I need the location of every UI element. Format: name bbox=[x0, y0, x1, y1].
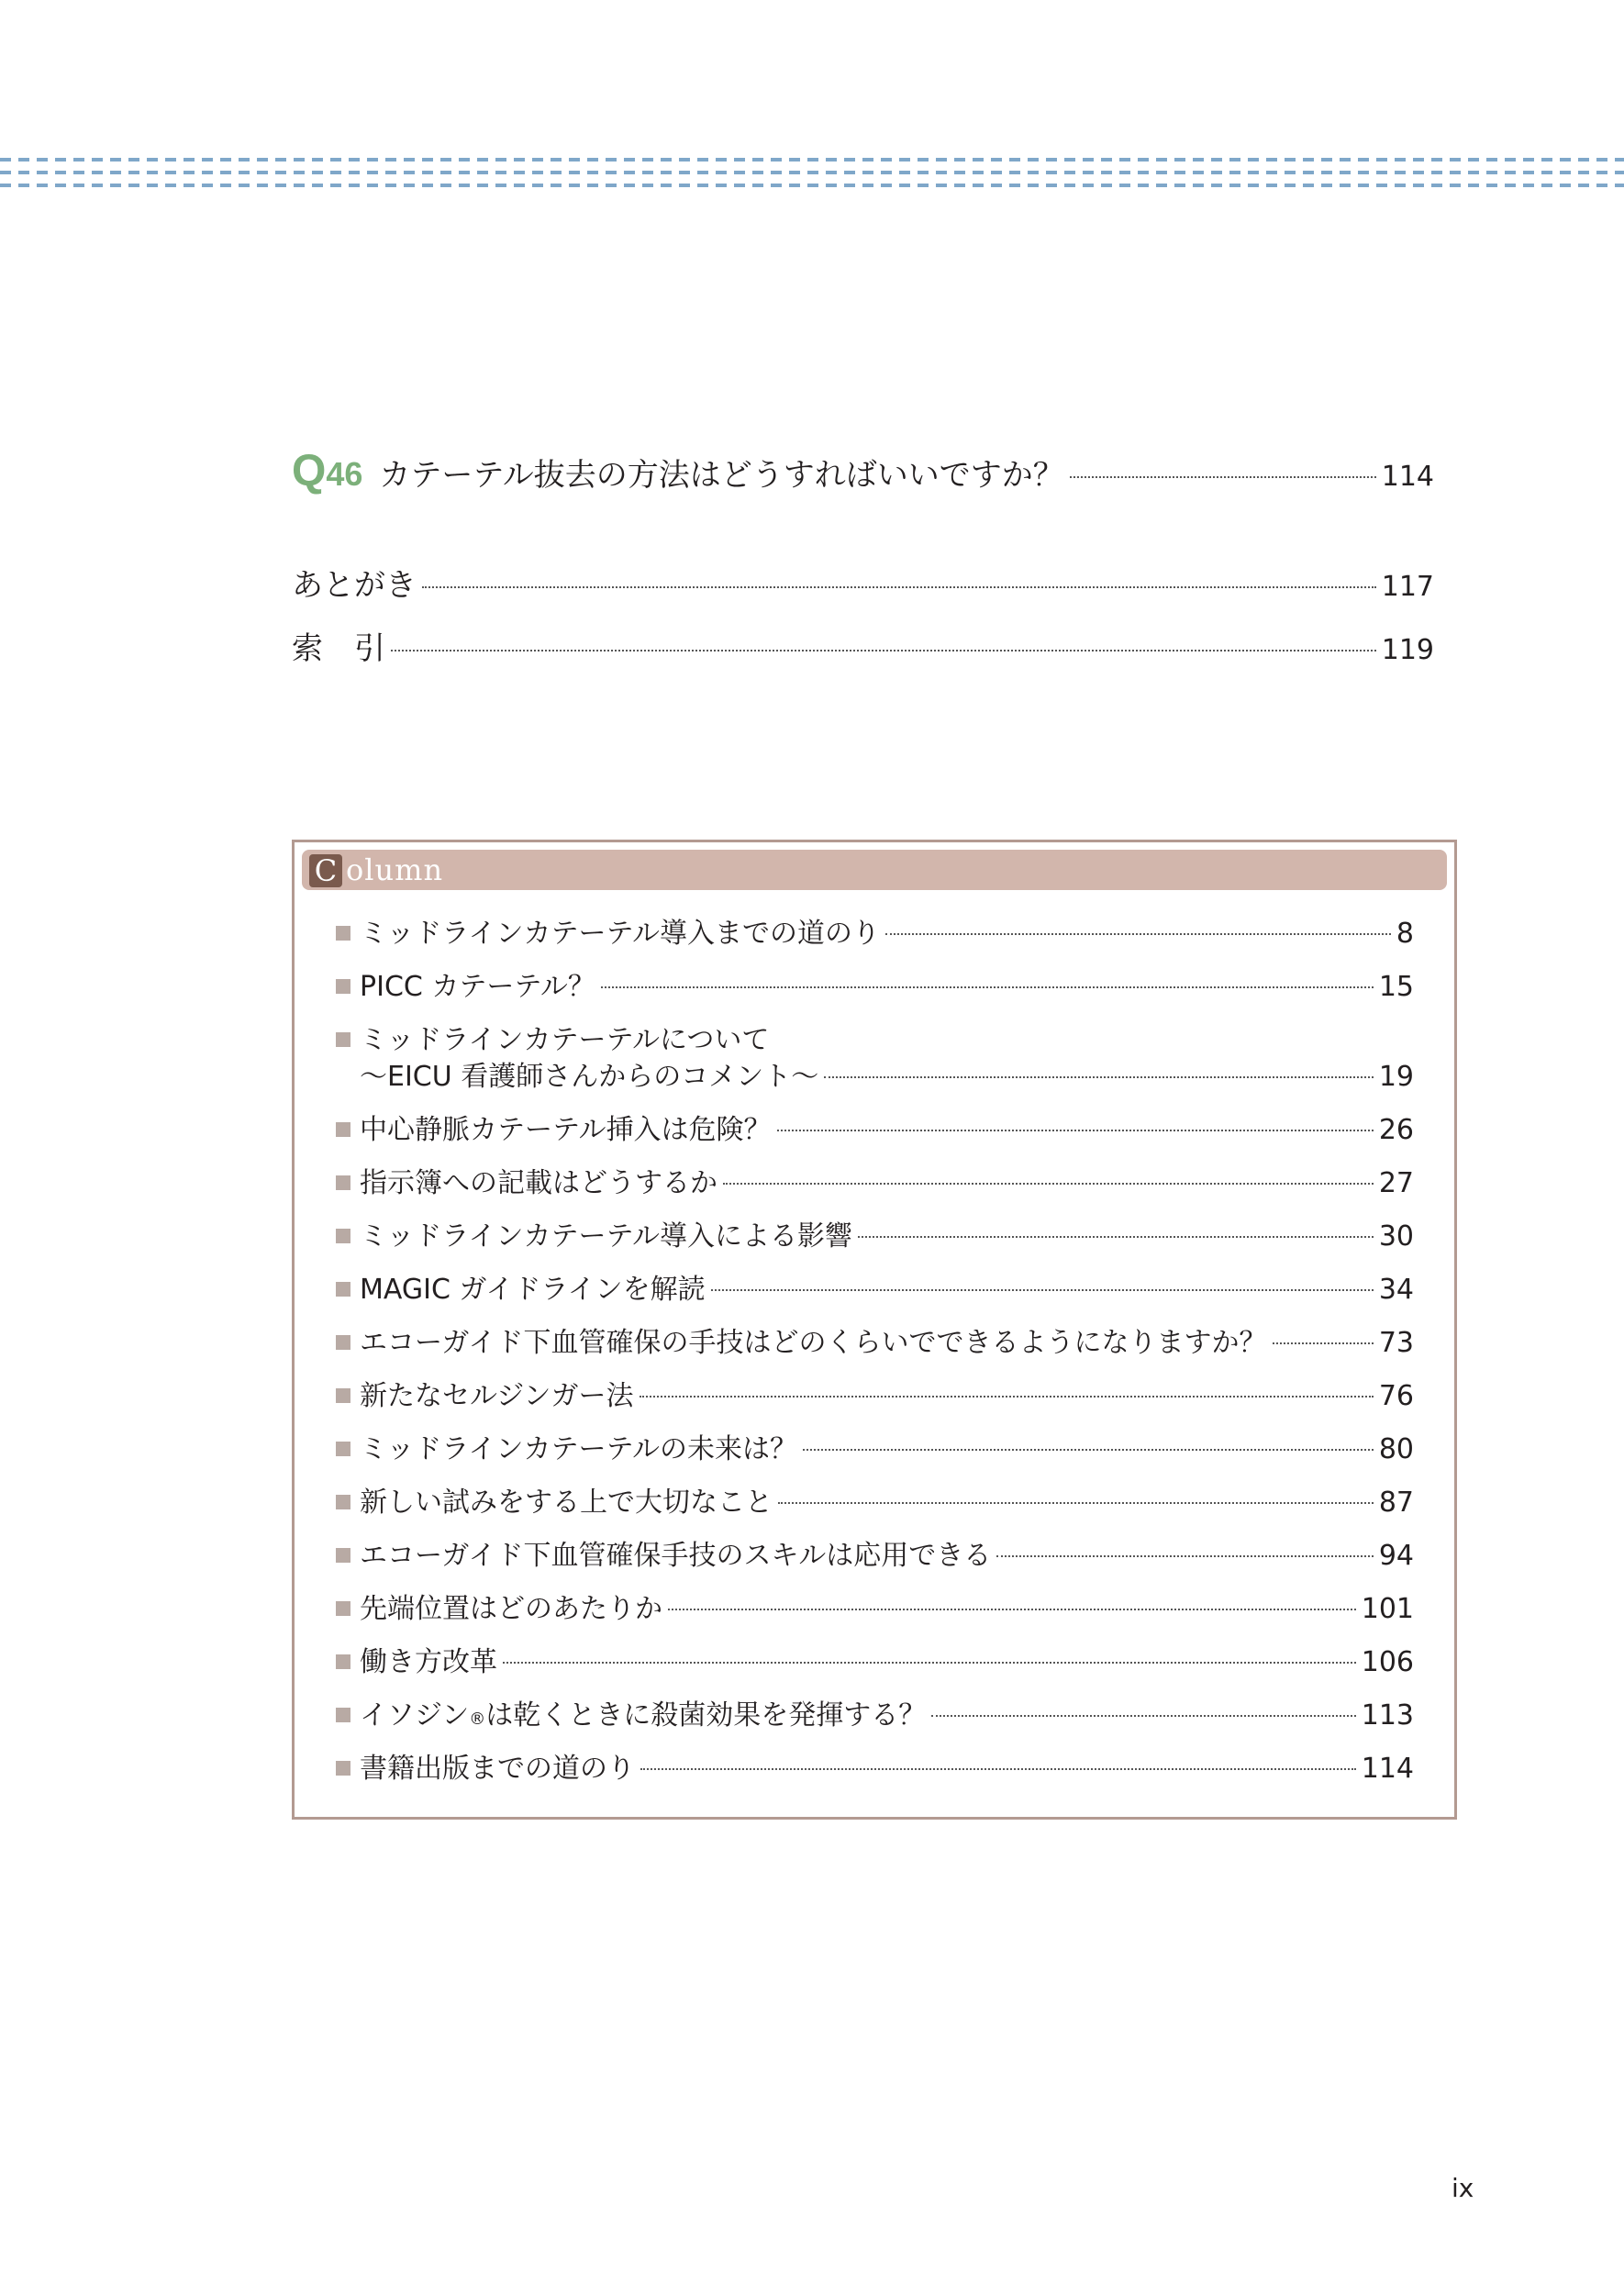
dot-leader bbox=[640, 1768, 1356, 1770]
item-title: MAGIC ガイドラインを解読 bbox=[360, 1274, 706, 1306]
square-bullet-icon bbox=[336, 1282, 350, 1297]
square-bullet-icon bbox=[336, 1122, 350, 1137]
column-header bbox=[302, 850, 1447, 890]
item-page: 76 bbox=[1378, 1380, 1414, 1412]
toc-title-afterword: あとがき bbox=[292, 567, 417, 604]
item-page: 34 bbox=[1378, 1274, 1414, 1306]
q-letter: Q bbox=[292, 447, 327, 496]
dot-leader bbox=[803, 1449, 1374, 1451]
item-page: 87 bbox=[1378, 1487, 1414, 1519]
dot-leader bbox=[640, 1396, 1374, 1398]
item-title: エコーガイド下血管確保手技のスキルは応用できる bbox=[360, 1540, 992, 1572]
list-item[interactable] bbox=[336, 1538, 1414, 1591]
decorative-dash-line-2 bbox=[0, 171, 1624, 174]
column-box bbox=[292, 840, 1457, 1820]
square-bullet-icon bbox=[336, 1708, 350, 1722]
list-item[interactable] bbox=[336, 1272, 1414, 1325]
dot-leader bbox=[422, 586, 1376, 588]
toc-page-index: 119 bbox=[1381, 634, 1434, 666]
dot-leader bbox=[1070, 476, 1376, 478]
dot-leader bbox=[668, 1609, 1356, 1610]
dot-leader bbox=[858, 1236, 1374, 1238]
dot-leader bbox=[778, 1502, 1374, 1504]
item-title: ミッドラインカテーテル導入による影響 bbox=[360, 1220, 852, 1253]
item-page: 113 bbox=[1361, 1699, 1414, 1732]
toc-title-index: 索 引 bbox=[292, 630, 385, 667]
list-item[interactable] bbox=[336, 969, 1414, 1022]
square-bullet-icon bbox=[336, 1601, 350, 1616]
item-page: 19 bbox=[1378, 1061, 1414, 1093]
list-item[interactable] bbox=[336, 1751, 1414, 1804]
dot-leader bbox=[931, 1715, 1355, 1717]
dot-leader bbox=[601, 986, 1374, 988]
dot-leader bbox=[391, 650, 1376, 651]
item-title: ミッドラインカテーテル導入までの道のり bbox=[360, 918, 880, 950]
square-bullet-icon bbox=[336, 1175, 350, 1190]
toc-page-afterword: 117 bbox=[1381, 571, 1434, 603]
dot-leader bbox=[711, 1289, 1374, 1291]
item-page: 15 bbox=[1378, 971, 1414, 1003]
item-page: 114 bbox=[1361, 1753, 1414, 1785]
dot-leader bbox=[723, 1183, 1374, 1185]
dot-leader bbox=[1273, 1342, 1374, 1344]
item-page: 27 bbox=[1378, 1167, 1414, 1199]
dot-leader bbox=[996, 1555, 1374, 1557]
item-page: 73 bbox=[1378, 1327, 1414, 1359]
column-initial: C bbox=[309, 854, 342, 887]
list-item[interactable] bbox=[336, 916, 1414, 969]
item-title: ミッドラインカテーテルの未来は？ bbox=[360, 1433, 797, 1465]
list-item[interactable] bbox=[336, 1219, 1414, 1272]
item-title: 新たなセルジンガー法 bbox=[360, 1380, 634, 1412]
square-bullet-icon bbox=[336, 926, 350, 941]
toc-title-q46: カテーテル抜去の方法はどうすればいいですか？ bbox=[379, 457, 1064, 494]
list-item[interactable] bbox=[336, 1644, 1414, 1698]
item-title-rest: は乾くときに殺菌効果を発揮する？ bbox=[485, 1699, 927, 1732]
item-page: 26 bbox=[1378, 1114, 1414, 1146]
list-item[interactable] bbox=[336, 1485, 1414, 1538]
square-bullet-icon bbox=[336, 979, 350, 994]
item-title-line2: 〜EICU 看護師さんからのコメント〜 bbox=[360, 1061, 819, 1093]
item-page: 30 bbox=[1378, 1220, 1414, 1253]
square-bullet-icon bbox=[336, 1335, 350, 1350]
list-item[interactable] bbox=[336, 1698, 1414, 1751]
decorative-dash-line-1 bbox=[0, 158, 1624, 161]
item-title: 働き方改革 bbox=[360, 1646, 497, 1678]
column-list bbox=[336, 916, 1414, 1804]
decorative-dash-line-3 bbox=[0, 184, 1624, 187]
item-page: 8 bbox=[1396, 918, 1414, 950]
item-title: イソジン bbox=[360, 1699, 470, 1732]
list-item[interactable] bbox=[336, 1431, 1414, 1485]
toc-entry-afterword[interactable] bbox=[292, 565, 1434, 607]
list-item[interactable] bbox=[336, 1112, 1414, 1165]
item-title: 新しい試みをする上で大切なこと bbox=[360, 1487, 773, 1519]
item-title: 指示簿への記載はどうするか bbox=[360, 1167, 717, 1199]
dot-leader bbox=[777, 1130, 1374, 1131]
item-title: ミッドラインカテーテルについて bbox=[360, 1024, 770, 1056]
item-page: 101 bbox=[1361, 1593, 1414, 1625]
list-item[interactable] bbox=[336, 1165, 1414, 1219]
list-item[interactable] bbox=[336, 1022, 1414, 1112]
toc-entry-q46[interactable] bbox=[292, 447, 1434, 497]
page-number: ix bbox=[1452, 2173, 1474, 2203]
item-page: 80 bbox=[1378, 1433, 1414, 1465]
square-bullet-icon bbox=[336, 1442, 350, 1456]
list-item[interactable] bbox=[336, 1591, 1414, 1644]
dot-leader bbox=[503, 1662, 1356, 1664]
square-bullet-icon bbox=[336, 1388, 350, 1403]
list-item[interactable] bbox=[336, 1325, 1414, 1378]
item-title: 中心静脈カテーテル挿入は危険？ bbox=[360, 1114, 772, 1146]
item-title: エコーガイド下血管確保の手技はどのくらいでできるようになりますか？ bbox=[360, 1327, 1267, 1359]
item-page: 106 bbox=[1361, 1646, 1414, 1678]
square-bullet-icon bbox=[336, 1032, 350, 1047]
square-bullet-icon bbox=[336, 1761, 350, 1776]
toc-page-q46: 114 bbox=[1381, 461, 1434, 493]
item-page: 94 bbox=[1378, 1540, 1414, 1572]
list-item[interactable] bbox=[336, 1378, 1414, 1431]
item-title: 書籍出版までの道のり bbox=[360, 1753, 635, 1785]
toc-entry-index[interactable] bbox=[292, 629, 1434, 671]
q-number: 46 bbox=[326, 455, 363, 493]
item-title: 先端位置はどのあたりか bbox=[360, 1593, 662, 1625]
column-title: olumn bbox=[346, 852, 444, 887]
square-bullet-icon bbox=[336, 1495, 350, 1509]
square-bullet-icon bbox=[336, 1229, 350, 1243]
dot-leader bbox=[885, 933, 1391, 935]
registered-mark: ® bbox=[469, 1709, 486, 1729]
dot-leader bbox=[824, 1076, 1374, 1078]
item-title: PICC カテーテル？ bbox=[360, 971, 595, 1003]
square-bullet-icon bbox=[336, 1548, 350, 1563]
square-bullet-icon bbox=[336, 1654, 350, 1669]
q-badge-icon bbox=[292, 447, 363, 496]
